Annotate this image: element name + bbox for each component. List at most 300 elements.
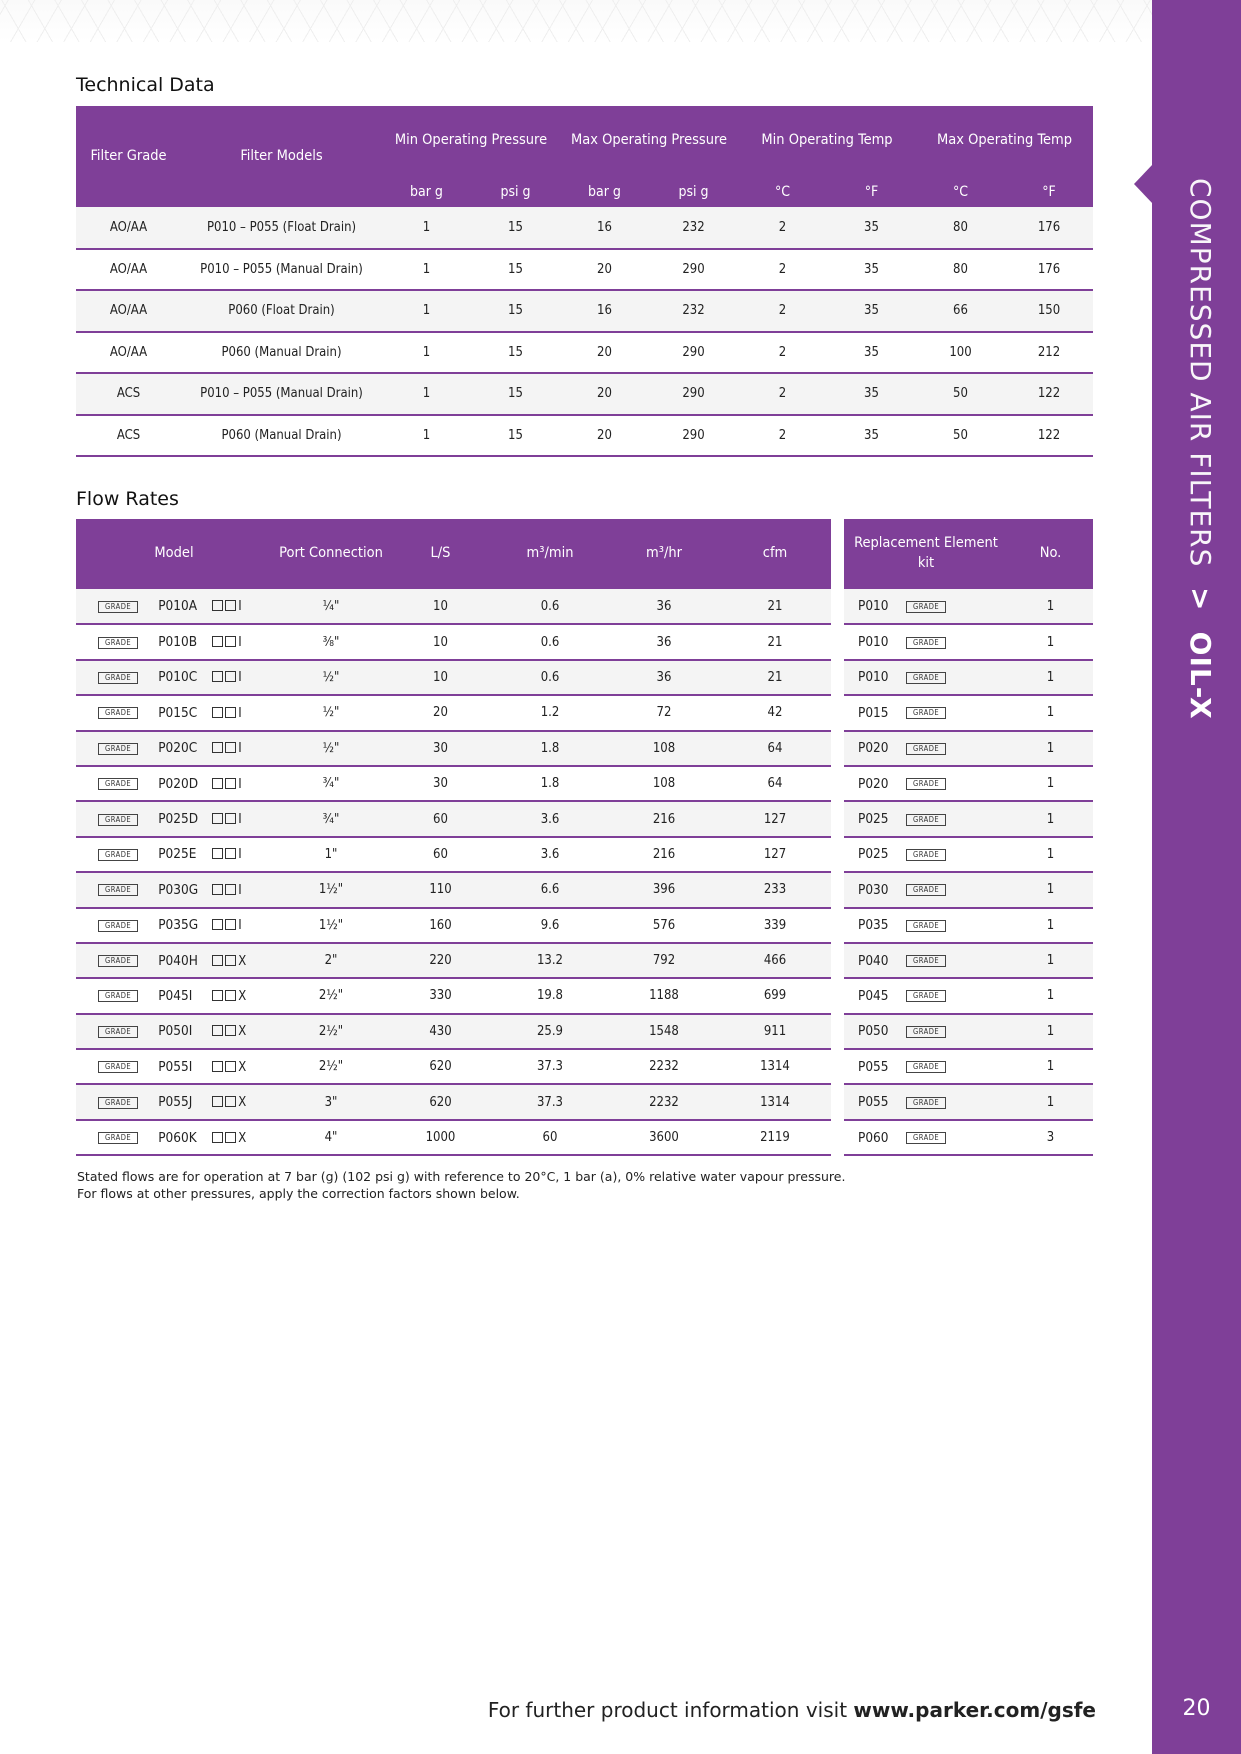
- kit-code: P010: [858, 634, 889, 651]
- footnote-line: For flows at other pressures, apply the correction factors shown below.: [77, 1186, 520, 1201]
- cell-port: 1½": [272, 872, 390, 907]
- grade-box: GRADE: [906, 601, 946, 613]
- cell-kit: [844, 1084, 1008, 1119]
- cell-m3min: 60: [491, 1120, 609, 1155]
- cell-cfm: 1314: [719, 1084, 831, 1119]
- table-row: [844, 731, 1093, 766]
- kit-code: P020: [858, 740, 889, 757]
- placeholder-box-icon: [225, 778, 236, 789]
- placeholder-box-icon: [225, 884, 236, 895]
- grade-box: GRADE: [98, 849, 138, 861]
- table-row: [76, 1049, 831, 1084]
- cell-model: [76, 908, 272, 943]
- cell-kit: [844, 837, 1008, 872]
- placeholder-box-icon: [212, 1025, 223, 1036]
- cell-number: 1: [1008, 943, 1093, 978]
- cell-m3hr: 108: [609, 766, 719, 801]
- table-row: [76, 624, 831, 659]
- grade-box: GRADE: [98, 707, 138, 719]
- cell-number: 1: [1008, 624, 1093, 659]
- model-suffix: X: [238, 953, 247, 969]
- cell-port: 3": [272, 1084, 390, 1119]
- placeholder-box-icon: [225, 671, 236, 682]
- grade-box: GRADE: [906, 1026, 946, 1038]
- table-row: [844, 1014, 1093, 1049]
- cell-max-psi: 290: [649, 332, 738, 374]
- cell-cfm: 42: [719, 695, 831, 730]
- cell-max-bar: 20: [560, 415, 649, 457]
- cell-min-bar: 1: [382, 249, 471, 291]
- cell-m3hr: 36: [609, 660, 719, 695]
- cell-ls: 160: [390, 908, 491, 943]
- placeholder-box-icon: [225, 813, 236, 824]
- table-row: [844, 695, 1093, 730]
- grade-box: GRADE: [906, 849, 946, 861]
- cell-model: [76, 1014, 272, 1049]
- col-min-pressure: Min Operating Pressure: [382, 106, 560, 176]
- cell-port: 2½": [272, 1049, 390, 1084]
- table-row: [76, 801, 831, 836]
- unit-header: bar g: [560, 176, 649, 207]
- cell-ls: 60: [390, 801, 491, 836]
- cell-max-bar: 20: [560, 373, 649, 415]
- cell-m3hr: 216: [609, 801, 719, 836]
- cell-m3min: 0.6: [491, 589, 609, 624]
- cell-grade: AO/AA: [76, 332, 181, 374]
- table-row: [76, 695, 831, 730]
- col-ls: L/S: [390, 519, 491, 589]
- model-code: P055I: [158, 1058, 193, 1075]
- table-row: [844, 1120, 1093, 1155]
- cell-m3min: 9.6: [491, 908, 609, 943]
- cell-cfm: 21: [719, 624, 831, 659]
- grade-box: GRADE: [98, 1132, 138, 1144]
- cell-min-f: 35: [827, 373, 916, 415]
- cell-m3min: 0.6: [491, 624, 609, 659]
- placeholder-box-icon: [212, 813, 223, 824]
- chevron-right-icon: >: [1184, 587, 1217, 612]
- technical-data-heading: Technical Data: [76, 74, 215, 96]
- cell-m3min: 25.9: [491, 1014, 609, 1049]
- cell-max-f: 212: [1005, 332, 1093, 374]
- cell-model: [76, 1120, 272, 1155]
- cell-m3hr: 576: [609, 908, 719, 943]
- cell-port: ¼": [272, 589, 390, 624]
- cell-number: 1: [1008, 695, 1093, 730]
- cell-grade: ACS: [76, 373, 181, 415]
- cell-port: ½": [272, 695, 390, 730]
- model-code: P025E: [158, 846, 197, 863]
- cell-min-bar: 1: [382, 207, 471, 249]
- cell-models: P010 – P055 (Float Drain): [181, 207, 382, 249]
- kit-code: P045: [858, 987, 889, 1004]
- cell-ls: 620: [390, 1049, 491, 1084]
- col-filter-grade: Filter Grade: [76, 106, 181, 207]
- placeholder-box-icon: [225, 600, 236, 611]
- kit-code: P010: [858, 598, 889, 615]
- model-code: P010A: [158, 598, 197, 615]
- model-code: P025D: [158, 811, 199, 828]
- replacement-element-table: [844, 519, 1093, 1156]
- unit-header: °F: [827, 176, 916, 207]
- cell-model: [76, 1084, 272, 1119]
- cell-min-f: 35: [827, 415, 916, 457]
- cell-ls: 110: [390, 872, 491, 907]
- cell-number: 1: [1008, 1014, 1093, 1049]
- cell-cfm: 699: [719, 978, 831, 1013]
- cell-m3hr: 2232: [609, 1084, 719, 1119]
- cell-max-psi: 232: [649, 290, 738, 332]
- cell-max-psi: 290: [649, 249, 738, 291]
- grade-box: GRADE: [98, 1061, 138, 1073]
- placeholder-box-icon: [225, 990, 236, 1001]
- cell-m3min: 6.6: [491, 872, 609, 907]
- model-code: P040H: [158, 952, 198, 969]
- model-code: P060K: [158, 1129, 197, 1146]
- cell-port: ½": [272, 660, 390, 695]
- table-row: [844, 624, 1093, 659]
- table-row: [76, 332, 1093, 374]
- cell-cfm: 21: [719, 660, 831, 695]
- cell-min-c: 2: [738, 249, 827, 291]
- footnote-line: Stated flows are for operation at 7 bar (g) (102 psi g) with reference to 20°C, 1 bar (a), 0% relative water vapour pressure.: [77, 1169, 846, 1184]
- cell-max-f: 176: [1005, 207, 1093, 249]
- cell-min-psi: 15: [471, 249, 560, 291]
- cell-port: 1": [272, 837, 390, 872]
- cell-port: 2": [272, 943, 390, 978]
- col-max-temp: Max Operating Temp: [916, 106, 1093, 176]
- cell-m3min: 3.6: [491, 801, 609, 836]
- cell-port: ½": [272, 731, 390, 766]
- cell-max-c: 100: [916, 332, 1005, 374]
- table-row: [76, 1120, 831, 1155]
- flow-rates-heading: Flow Rates: [76, 488, 179, 510]
- table-row: [76, 290, 1093, 332]
- model-code: P055J: [158, 1094, 193, 1111]
- table-row: [76, 249, 1093, 291]
- cell-max-c: 66: [916, 290, 1005, 332]
- cell-kit: [844, 943, 1008, 978]
- cell-max-f: 176: [1005, 249, 1093, 291]
- placeholder-box-icon: [212, 1096, 223, 1107]
- table-row: [76, 1014, 831, 1049]
- cell-ls: 10: [390, 589, 491, 624]
- cell-m3min: 1.8: [491, 731, 609, 766]
- kit-code: P020: [858, 775, 889, 792]
- cell-kit: [844, 660, 1008, 695]
- cell-m3min: 13.2: [491, 943, 609, 978]
- grade-box: GRADE: [98, 601, 138, 613]
- header-pattern: [0, 0, 1152, 42]
- cell-cfm: 64: [719, 731, 831, 766]
- model-code: P030G: [158, 881, 199, 898]
- cell-min-f: 35: [827, 290, 916, 332]
- grade-box: GRADE: [98, 1097, 138, 1109]
- cell-min-c: 2: [738, 290, 827, 332]
- model-suffix: I: [238, 670, 242, 686]
- model-code: P045I: [158, 987, 193, 1004]
- table-row: [844, 1049, 1093, 1084]
- cell-kit: [844, 589, 1008, 624]
- cell-cfm: 21: [719, 589, 831, 624]
- placeholder-box-icon: [212, 955, 223, 966]
- model-suffix: I: [238, 635, 242, 651]
- table-row: [844, 766, 1093, 801]
- cell-m3hr: 108: [609, 731, 719, 766]
- page-number: 20: [1182, 1696, 1211, 1721]
- cell-max-f: 122: [1005, 415, 1093, 457]
- kit-code: P015: [858, 704, 889, 721]
- cell-model: [76, 978, 272, 1013]
- table-row: [76, 837, 831, 872]
- kit-code: P035: [858, 917, 889, 934]
- cell-ls: 30: [390, 731, 491, 766]
- cell-kit: [844, 908, 1008, 943]
- grade-box: GRADE: [98, 743, 138, 755]
- col-filter-models: Filter Models: [181, 106, 382, 207]
- placeholder-box-icon: [212, 1061, 223, 1072]
- model-code: P035G: [158, 917, 199, 934]
- model-suffix: I: [238, 882, 242, 898]
- table-row: [76, 1084, 831, 1119]
- cell-cfm: 127: [719, 837, 831, 872]
- cell-max-c: 50: [916, 373, 1005, 415]
- grade-box: GRADE: [906, 1097, 946, 1109]
- cell-cfm: 466: [719, 943, 831, 978]
- table-row: [76, 766, 831, 801]
- table-row: [76, 872, 831, 907]
- grade-box: GRADE: [98, 637, 138, 649]
- col-port-connection: Port Connection: [272, 519, 390, 589]
- grade-box: GRADE: [906, 955, 946, 967]
- table-row: [844, 1084, 1093, 1119]
- cell-number: 1: [1008, 978, 1093, 1013]
- cell-m3hr: 36: [609, 624, 719, 659]
- placeholder-box-icon: [225, 1096, 236, 1107]
- cell-number: 1: [1008, 766, 1093, 801]
- placeholder-box-icon: [212, 1132, 223, 1143]
- cell-kit: [844, 624, 1008, 659]
- table-row: [76, 207, 1093, 249]
- side-band-notch: [1134, 164, 1153, 204]
- placeholder-box-icon: [225, 1132, 236, 1143]
- side-band-title: [1177, 178, 1217, 720]
- cell-min-c: 2: [738, 373, 827, 415]
- cell-cfm: 339: [719, 908, 831, 943]
- model-suffix: I: [238, 812, 242, 828]
- grade-box: GRADE: [906, 1132, 946, 1144]
- cell-number: 1: [1008, 1049, 1093, 1084]
- cell-port: 2½": [272, 1014, 390, 1049]
- placeholder-box-icon: [212, 919, 223, 930]
- cell-model: [76, 837, 272, 872]
- table-row: [76, 660, 831, 695]
- table-row: [844, 872, 1093, 907]
- cell-model: [76, 624, 272, 659]
- model-suffix: I: [238, 741, 242, 757]
- model-suffix: X: [238, 1095, 247, 1111]
- cell-number: 1: [1008, 589, 1093, 624]
- cell-number: 1: [1008, 801, 1093, 836]
- placeholder-box-icon: [212, 600, 223, 611]
- cell-ls: 20: [390, 695, 491, 730]
- kit-code: P060: [858, 1129, 889, 1146]
- table-row: [76, 908, 831, 943]
- cell-min-f: 35: [827, 332, 916, 374]
- unit-header: psi g: [471, 176, 560, 207]
- placeholder-box-icon: [225, 919, 236, 930]
- cell-grade: AO/AA: [76, 249, 181, 291]
- cell-cfm: 2119: [719, 1120, 831, 1155]
- cell-kit: [844, 1049, 1008, 1084]
- table-row: [844, 589, 1093, 624]
- cell-models: P010 – P055 (Manual Drain): [181, 249, 382, 291]
- kit-code: P010: [858, 669, 889, 686]
- cell-max-psi: 290: [649, 415, 738, 457]
- cell-max-bar: 20: [560, 332, 649, 374]
- grade-box: GRADE: [906, 990, 946, 1002]
- cell-number: 3: [1008, 1120, 1093, 1155]
- col-min-temp: Min Operating Temp: [738, 106, 916, 176]
- cell-max-c: 80: [916, 207, 1005, 249]
- cell-cfm: 911: [719, 1014, 831, 1049]
- cell-min-bar: 1: [382, 332, 471, 374]
- table-row: [76, 415, 1093, 457]
- cell-min-bar: 1: [382, 415, 471, 457]
- placeholder-box-icon: [212, 848, 223, 859]
- cell-m3hr: 2232: [609, 1049, 719, 1084]
- cell-cfm: 64: [719, 766, 831, 801]
- cell-kit: [844, 766, 1008, 801]
- flow-rates-table: [76, 519, 831, 1156]
- placeholder-box-icon: [212, 778, 223, 789]
- table-row: [844, 978, 1093, 1013]
- cell-models: P010 – P055 (Manual Drain): [181, 373, 382, 415]
- footer-text: For further product information visit: [487, 1698, 848, 1722]
- model-code: P015C: [158, 704, 198, 721]
- unit-header: bar g: [382, 176, 471, 207]
- model-suffix: I: [238, 705, 242, 721]
- cell-min-c: 2: [738, 415, 827, 457]
- placeholder-box-icon: [212, 707, 223, 718]
- cell-m3min: 37.3: [491, 1049, 609, 1084]
- cell-min-f: 35: [827, 207, 916, 249]
- cell-min-c: 2: [738, 207, 827, 249]
- placeholder-box-icon: [212, 671, 223, 682]
- unit-header: °C: [916, 176, 1005, 207]
- model-suffix: X: [238, 1059, 247, 1075]
- technical-data-table: [76, 106, 1093, 457]
- col-max-pressure: Max Operating Pressure: [560, 106, 738, 176]
- cell-model: [76, 943, 272, 978]
- grade-box: GRADE: [906, 1061, 946, 1073]
- cell-number: 1: [1008, 1084, 1093, 1119]
- cell-port: 4": [272, 1120, 390, 1155]
- col-cfm: cfm: [719, 519, 831, 589]
- cell-m3min: 37.3: [491, 1084, 609, 1119]
- cell-kit: [844, 731, 1008, 766]
- cell-ls: 620: [390, 1084, 491, 1119]
- model-suffix: X: [238, 1024, 247, 1040]
- col-model: Model: [76, 519, 272, 589]
- cell-min-psi: 15: [471, 373, 560, 415]
- table-row: [844, 908, 1093, 943]
- cell-max-c: 80: [916, 249, 1005, 291]
- cell-cfm: 127: [719, 801, 831, 836]
- cell-min-psi: 15: [471, 290, 560, 332]
- cell-ls: 1000: [390, 1120, 491, 1155]
- footer-link[interactable]: www.parker.com/gsfe: [853, 1698, 1096, 1722]
- model-suffix: X: [238, 1130, 247, 1146]
- col-replacement-kit: Replacement Element kit: [844, 519, 1008, 589]
- model-code: P020C: [158, 740, 198, 757]
- table-row: [844, 943, 1093, 978]
- cell-min-psi: 15: [471, 332, 560, 374]
- grade-box: GRADE: [98, 955, 138, 967]
- cell-grade: AO/AA: [76, 207, 181, 249]
- table-row: [76, 589, 831, 624]
- cell-ls: 10: [390, 660, 491, 695]
- cell-m3min: 1.2: [491, 695, 609, 730]
- cell-m3hr: 72: [609, 695, 719, 730]
- cell-number: 1: [1008, 872, 1093, 907]
- cell-grade: ACS: [76, 415, 181, 457]
- cell-model: [76, 660, 272, 695]
- cell-kit: [844, 801, 1008, 836]
- cell-max-bar: 20: [560, 249, 649, 291]
- cell-m3hr: 216: [609, 837, 719, 872]
- col-m3-min: m³/min: [491, 519, 609, 589]
- flow-footnote: [77, 1168, 977, 1202]
- cell-min-f: 35: [827, 249, 916, 291]
- grade-box: GRADE: [906, 637, 946, 649]
- col-number: No.: [1008, 519, 1093, 589]
- cell-m3hr: 3600: [609, 1120, 719, 1155]
- grade-box: GRADE: [906, 884, 946, 896]
- model-suffix: I: [238, 918, 242, 934]
- grade-box: GRADE: [906, 920, 946, 932]
- cell-kit: [844, 695, 1008, 730]
- side-title-product: OIL-X: [1184, 631, 1217, 720]
- cell-max-psi: 290: [649, 373, 738, 415]
- grade-box: GRADE: [98, 778, 138, 790]
- cell-min-psi: 15: [471, 415, 560, 457]
- cell-number: 1: [1008, 731, 1093, 766]
- cell-model: [76, 695, 272, 730]
- placeholder-box-icon: [225, 707, 236, 718]
- model-code: P010C: [158, 669, 198, 686]
- cell-kit: [844, 1120, 1008, 1155]
- kit-code: P055: [858, 1094, 889, 1111]
- placeholder-box-icon: [225, 848, 236, 859]
- grade-box: GRADE: [98, 884, 138, 896]
- cell-port: 2½": [272, 978, 390, 1013]
- cell-model: [76, 731, 272, 766]
- grade-box: GRADE: [906, 814, 946, 826]
- grade-box: GRADE: [906, 743, 946, 755]
- placeholder-box-icon: [225, 1061, 236, 1072]
- cell-ls: 330: [390, 978, 491, 1013]
- placeholder-box-icon: [225, 1025, 236, 1036]
- cell-max-f: 150: [1005, 290, 1093, 332]
- cell-model: [76, 1049, 272, 1084]
- unit-header: psi g: [649, 176, 738, 207]
- grade-box: GRADE: [98, 1026, 138, 1038]
- cell-min-bar: 1: [382, 290, 471, 332]
- kit-code: P055: [858, 1058, 889, 1075]
- table-row: [76, 373, 1093, 415]
- model-suffix: I: [238, 847, 242, 863]
